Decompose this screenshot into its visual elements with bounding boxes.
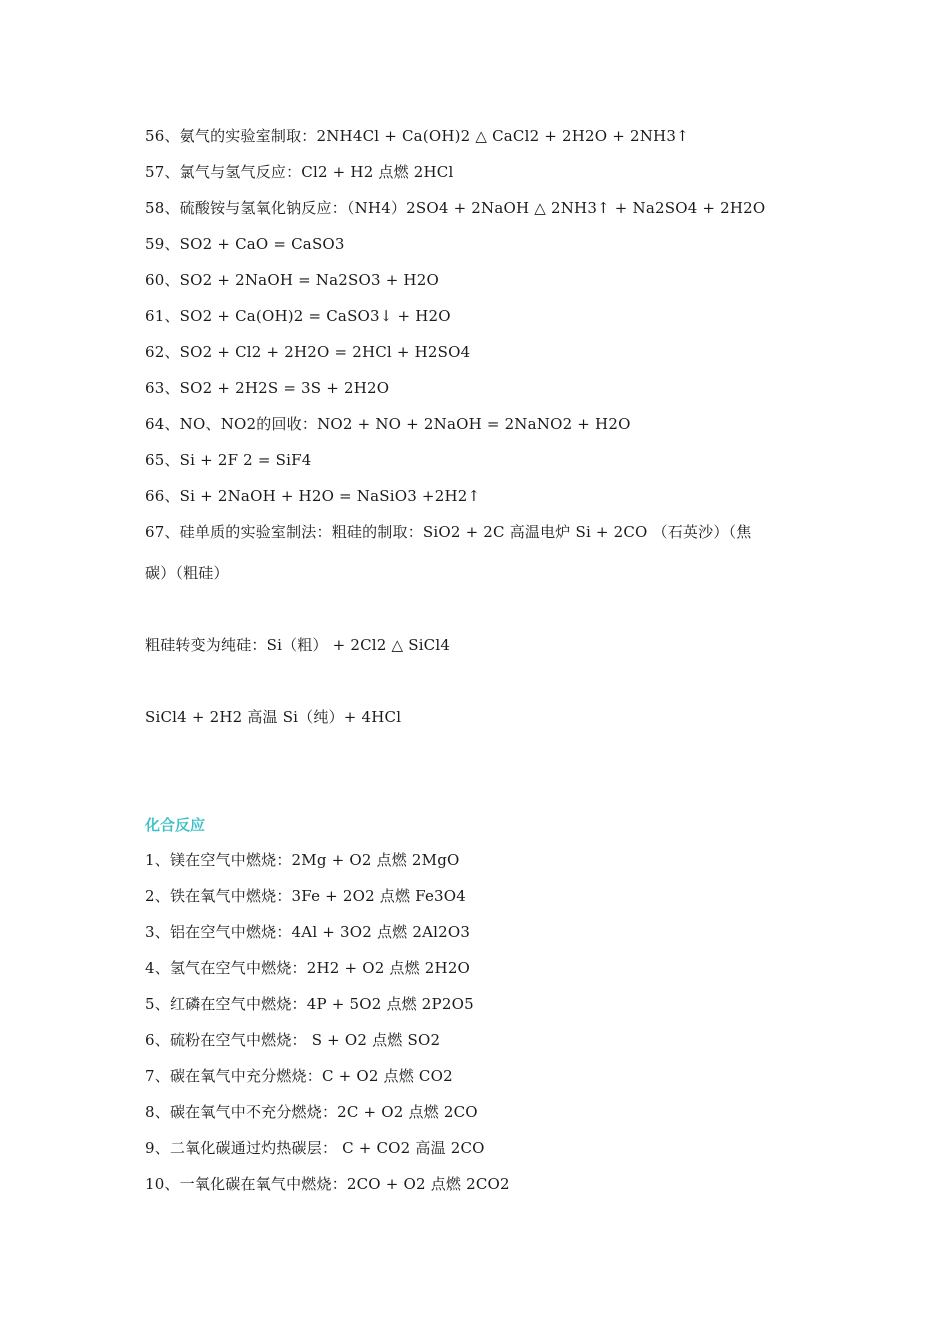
list-item: 3、铝在空气中燃烧：4Al + 3O2 点燃 2Al2O3 [145, 923, 471, 941]
equation-line: 58、硫酸铵与氢氧化钠反应：（NH4）2SO4 + 2NaOH △ 2NH3↑ + Na2SO4 + 2H2O [145, 199, 766, 217]
list-item: 6、硫粉在空气中燃烧： S + O2 点燃 SO2 [145, 1031, 441, 1049]
equation-line: 61、SO2 + Ca(OH)2 = CaSO3↓ + H2O [145, 307, 451, 325]
list-item: 10、一氧化碳在氧气中燃烧：2CO + O2 点燃 2CO2 [145, 1175, 510, 1193]
list-item: 9、二氧化碳通过灼热碳层： C + CO2 高温 2CO [145, 1139, 485, 1157]
equation-line-continuation: 碳）（粗硅） [145, 564, 229, 582]
equation-line: 粗硅转变为纯硅：Si（粗） + 2Cl2 △ SiCl4 [145, 636, 451, 654]
equation-line: 65、Si + 2F 2 = SiF4 [145, 451, 312, 469]
list-item: 2、铁在氧气中燃烧：3Fe + 2O2 点燃 Fe3O4 [145, 887, 467, 905]
equation-line: SiCl4 + 2H2 高温 Si（纯）+ 4HCl [145, 708, 402, 726]
equation-line: 67、硅单质的实验室制法：粗硅的制取：SiO2 + 2C 高温电炉 Si + 2CO （石英沙）（焦 [145, 523, 752, 541]
equation-line: 66、Si + 2NaOH + H2O = NaSiO3 +2H2↑ [145, 487, 481, 505]
equation-line: 59、SO2 + CaO = CaSO3 [145, 235, 345, 253]
equation-line: 57、氯气与氢气反应：Cl2 + H2 点燃 2HCl [145, 163, 454, 181]
list-item: 5、红磷在空气中燃烧：4P + 5O2 点燃 2P2O5 [145, 995, 474, 1013]
list-item: 7、碳在氧气中充分燃烧：C + O2 点燃 CO2 [145, 1067, 453, 1085]
list-item: 8、碳在氧气中不充分燃烧：2C + O2 点燃 2CO [145, 1103, 478, 1121]
list-item: 1、镁在空气中燃烧：2Mg + O2 点燃 2MgO [145, 851, 460, 869]
section-heading: 化合反应 [145, 816, 206, 834]
equation-line: 62、SO2 + Cl2 + 2H2O = 2HCl + H2SO4 [145, 343, 471, 361]
equation-line: 64、NO、NO2的回收：NO2 + NO + 2NaOH = 2NaNO2 + H2O [145, 415, 631, 433]
equation-line: 63、SO2 + 2H2S = 3S + 2H2O [145, 379, 390, 397]
equation-line: 56、氨气的实验室制取：2NH4Cl + Ca(OH)2 △ CaCl2 + 2H2O + 2NH3↑ [145, 127, 689, 145]
equation-line: 60、SO2 + 2NaOH = Na2SO3 + H2O [145, 271, 439, 289]
list-item: 4、氢气在空气中燃烧：2H2 + O2 点燃 2H2O [145, 959, 471, 977]
